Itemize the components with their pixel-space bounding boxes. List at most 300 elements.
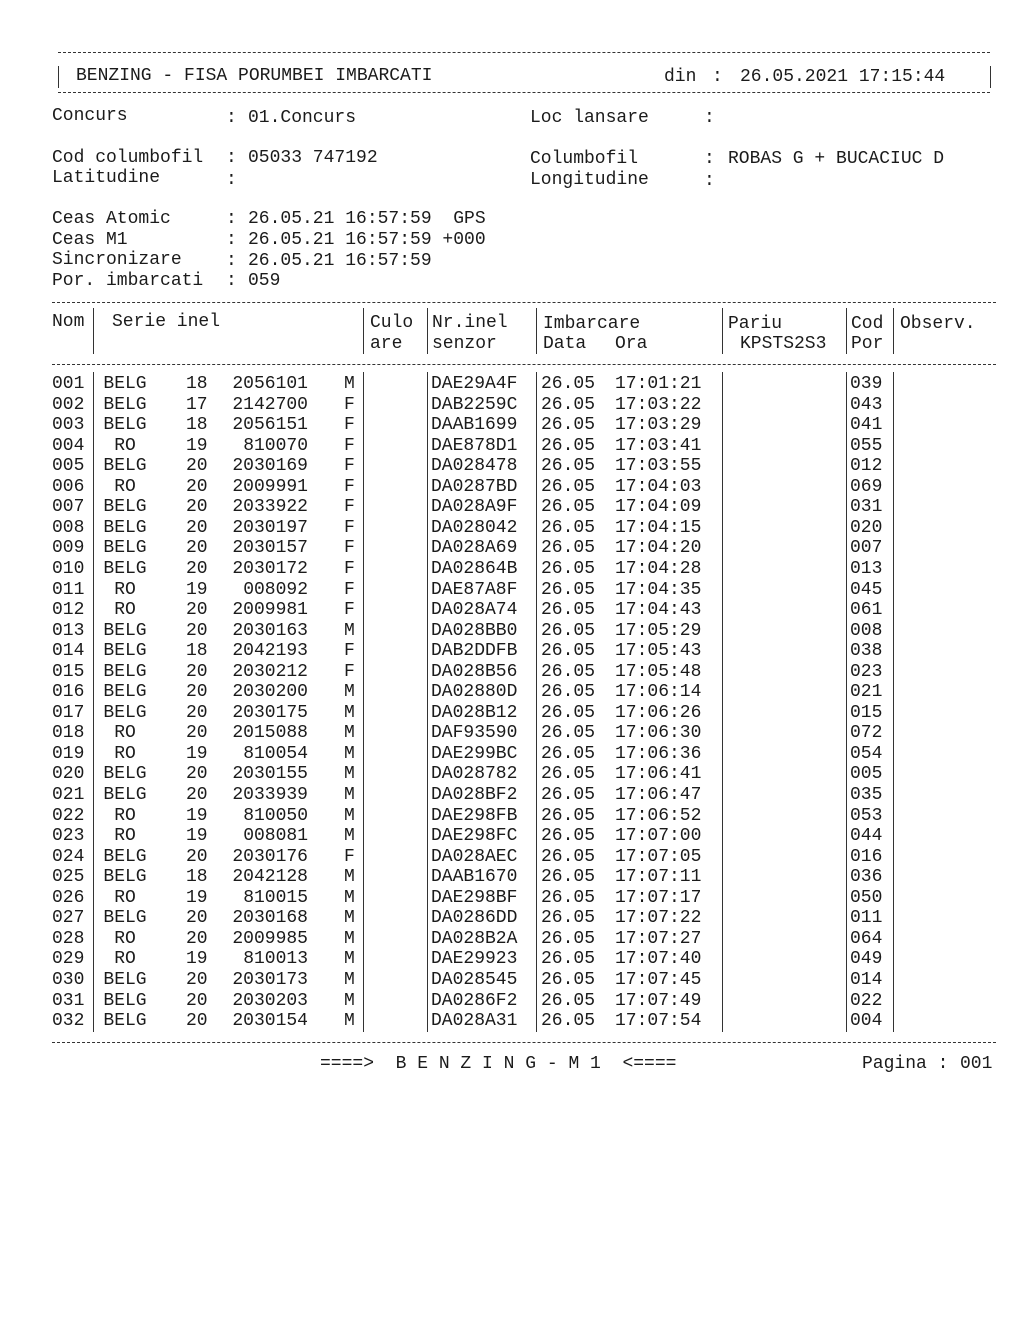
report-date: 26.05.2021 17:15:44: [740, 67, 946, 87]
row-ring: 2030203: [232, 990, 308, 1011]
row-nom: 002: [52, 394, 85, 415]
row-sensor: DA028545: [431, 969, 518, 990]
row-sex: F: [344, 456, 355, 477]
table-row: [50, 559, 1010, 579]
ceas-atomic-value: 26.05.21 16:57:59 GPS: [248, 209, 486, 229]
table-row: [50, 436, 1010, 456]
row-nom: 032: [52, 1011, 85, 1032]
row-cod: 020: [850, 517, 883, 538]
row-sex: F: [344, 600, 355, 621]
row-sex: F: [344, 641, 355, 662]
row-date: 26.05: [541, 476, 596, 497]
row-sex: M: [344, 785, 355, 805]
row-time: 17:04:35: [615, 579, 702, 600]
row-cod: 054: [850, 743, 883, 764]
row-ring: 2033939: [232, 785, 308, 805]
row-nom: 009: [52, 538, 85, 559]
row-nom: 014: [52, 641, 85, 662]
row-sensor: DAB2DDFB: [431, 641, 518, 662]
row-nom: 025: [52, 867, 85, 888]
row-nom: 030: [52, 969, 85, 990]
row-sensor: DA028042: [431, 517, 518, 538]
row-date: 26.05: [541, 969, 596, 990]
row-ring: 2030176: [232, 846, 308, 867]
row-sensor: DAAB1699: [431, 415, 518, 436]
row-sex: F: [344, 579, 355, 600]
row-ring: 2030155: [232, 764, 308, 785]
row-sex: F: [344, 661, 355, 682]
row-sex: M: [344, 969, 355, 990]
row-date: 26.05: [541, 949, 596, 970]
row-time: 17:07:49: [615, 990, 702, 1011]
row-year: 20: [186, 456, 208, 477]
row-year: 20: [186, 517, 208, 538]
row-cod: 069: [850, 476, 883, 497]
table-bottom-rule: [52, 1042, 996, 1043]
row-date: 26.05: [541, 928, 596, 949]
row-cod: 055: [850, 435, 883, 456]
row-sensor: DA028782: [431, 764, 518, 785]
row-country: BELG: [103, 702, 147, 723]
row-date: 26.05: [541, 682, 596, 703]
por-imbarcati-colon: :: [226, 271, 237, 291]
row-ring: 2009985: [232, 928, 308, 949]
row-date: 26.05: [541, 723, 596, 744]
row-ring: 2056151: [232, 415, 308, 436]
row-country: RO: [114, 476, 136, 497]
row-country: RO: [114, 435, 136, 456]
row-ring: 2030197: [232, 517, 308, 538]
row-year: 20: [186, 497, 208, 518]
row-sensor: DA0286DD: [431, 908, 518, 929]
row-ring: 2142700: [232, 394, 308, 415]
row-sensor: DAE298FB: [431, 805, 518, 826]
row-year: 20: [186, 908, 208, 929]
row-ring: 2015088: [232, 723, 308, 744]
row-year: 20: [186, 600, 208, 621]
col-cod-1: Cod: [851, 314, 884, 334]
row-sex: F: [344, 415, 355, 436]
row-sensor: DAAB1670: [431, 867, 518, 888]
row-sensor: DA0287BD: [431, 476, 518, 497]
row-ring: 2030169: [232, 456, 308, 477]
row-sex: M: [344, 764, 355, 785]
row-ring: 2030212: [232, 661, 308, 682]
row-cod: 004: [850, 1011, 883, 1032]
row-year: 18: [186, 374, 208, 394]
table-row: [50, 641, 1010, 661]
longitudine-label: Longitudine: [530, 170, 649, 190]
row-year: 20: [186, 1011, 208, 1032]
row-year: 19: [186, 435, 208, 456]
sincronizare-label: Sincronizare: [52, 250, 182, 270]
table-row: [50, 662, 1010, 682]
page-label: Pagina :: [862, 1054, 949, 1074]
row-nom: 021: [52, 785, 85, 805]
row-year: 20: [186, 846, 208, 867]
row-time: 17:03:22: [615, 394, 702, 415]
page-number: 001: [960, 1054, 993, 1074]
row-year: 19: [186, 826, 208, 847]
row-time: 17:05:48: [615, 661, 702, 682]
cod-columbofil-label: Cod columbofil: [52, 148, 204, 168]
row-cod: 021: [850, 682, 883, 703]
row-date: 26.05: [541, 867, 596, 888]
row-ring: 2030154: [232, 1011, 308, 1032]
row-nom: 024: [52, 846, 85, 867]
row-time: 17:05:29: [615, 620, 702, 641]
table-row: [50, 374, 1010, 394]
date-label: din: [664, 67, 697, 87]
row-country: RO: [114, 600, 136, 621]
row-nom: 029: [52, 949, 85, 970]
row-date: 26.05: [541, 908, 596, 929]
columbofil-label: Columbofil: [530, 149, 639, 169]
row-country: RO: [114, 928, 136, 949]
row-date: 26.05: [541, 805, 596, 826]
row-ring: 810050: [243, 805, 308, 826]
row-sensor: DAE87A8F: [431, 579, 518, 600]
row-ring: 2030200: [232, 682, 308, 703]
row-year: 19: [186, 743, 208, 764]
table-row: [50, 744, 1010, 764]
col-serie-inel: Serie inel: [112, 312, 221, 332]
report-title: BENZING - FISA PORUMBEI IMBARCATI: [76, 66, 433, 86]
row-date: 26.05: [541, 764, 596, 785]
row-time: 17:07:45: [615, 969, 702, 990]
row-time: 17:03:55: [615, 456, 702, 477]
row-date: 26.05: [541, 1011, 596, 1032]
row-country: BELG: [103, 497, 147, 518]
row-time: 17:06:47: [615, 785, 702, 805]
row-date: 26.05: [541, 661, 596, 682]
row-country: BELG: [103, 415, 147, 436]
row-year: 20: [186, 558, 208, 579]
row-cod: 044: [850, 826, 883, 847]
row-year: 20: [186, 620, 208, 641]
row-sex: M: [344, 928, 355, 949]
row-country: BELG: [103, 867, 147, 888]
concurs-colon: :: [226, 108, 237, 128]
row-nom: 027: [52, 908, 85, 929]
row-sex: M: [344, 374, 355, 394]
row-nom: 012: [52, 600, 85, 621]
table-row: [50, 703, 1010, 723]
row-time: 17:07:27: [615, 928, 702, 949]
row-sex: M: [344, 805, 355, 826]
row-nom: 008: [52, 517, 85, 538]
table-row: [50, 908, 1010, 928]
table-row: [50, 949, 1010, 969]
row-nom: 006: [52, 476, 85, 497]
loc-lansare-label: Loc lansare: [530, 108, 649, 128]
col-observatii: Observ.: [900, 314, 976, 334]
row-sex: M: [344, 887, 355, 908]
footer-brand: ====> B E N Z I N G - M 1 <====: [320, 1054, 677, 1074]
columbofil-colon: :: [704, 149, 715, 169]
row-sensor: DA028A74: [431, 600, 518, 621]
row-time: 17:06:26: [615, 702, 702, 723]
row-date: 26.05: [541, 620, 596, 641]
row-cod: 061: [850, 600, 883, 621]
row-sex: F: [344, 435, 355, 456]
row-year: 20: [186, 723, 208, 744]
row-cod: 045: [850, 579, 883, 600]
row-cod: 031: [850, 497, 883, 518]
row-sex: F: [344, 538, 355, 559]
row-cod: 043: [850, 394, 883, 415]
row-year: 19: [186, 805, 208, 826]
row-nom: 017: [52, 702, 85, 723]
row-sex: M: [344, 702, 355, 723]
row-date: 26.05: [541, 990, 596, 1011]
row-time: 17:01:21: [615, 374, 702, 394]
row-sensor: DAE878D1: [431, 435, 518, 456]
row-time: 17:06:30: [615, 723, 702, 744]
row-ring: 2009991: [232, 476, 308, 497]
col-nr-inel-1: Nr.inel: [432, 313, 508, 333]
row-ring: 810015: [243, 887, 308, 908]
table-row: [50, 970, 1010, 990]
ceas-atomic-colon: :: [226, 209, 237, 229]
row-ring: 2042193: [232, 641, 308, 662]
row-sensor: DAE29A4F: [431, 374, 518, 394]
col-data: Data: [543, 334, 587, 354]
row-sex: M: [344, 990, 355, 1011]
por-imbarcati-value: 059: [248, 271, 281, 291]
row-date: 26.05: [541, 600, 596, 621]
row-sex: F: [344, 497, 355, 518]
row-sensor: DA028AEC: [431, 846, 518, 867]
row-year: 19: [186, 887, 208, 908]
row-ring: 810013: [243, 949, 308, 970]
row-year: 20: [186, 785, 208, 805]
row-nom: 015: [52, 661, 85, 682]
row-date: 26.05: [541, 702, 596, 723]
row-sensor: DAB2259C: [431, 394, 518, 415]
row-time: 17:07:05: [615, 846, 702, 867]
col-pariu-1: Pariu: [728, 314, 783, 334]
row-time: 17:06:36: [615, 743, 702, 764]
row-ring: 2056101: [232, 374, 308, 394]
row-cod: 008: [850, 620, 883, 641]
col-pariu-2: KPSTS2S3: [740, 334, 827, 354]
row-sex: F: [344, 558, 355, 579]
row-time: 17:07:54: [615, 1011, 702, 1032]
row-date: 26.05: [541, 826, 596, 847]
row-country: BELG: [103, 1011, 147, 1032]
cod-columbofil-value: 05033 747192: [248, 148, 378, 168]
row-sex: M: [344, 908, 355, 929]
row-ring: 2033922: [232, 497, 308, 518]
row-sex: M: [344, 723, 355, 744]
row-sensor: DA028BF2: [431, 785, 518, 805]
table-row: [50, 518, 1010, 538]
row-time: 17:07:22: [615, 908, 702, 929]
row-cod: 013: [850, 558, 883, 579]
row-cod: 036: [850, 867, 883, 888]
sincronizare-value: 26.05.21 16:57:59: [248, 251, 432, 271]
row-nom: 004: [52, 435, 85, 456]
table-row: [50, 600, 1010, 620]
col-culoare-2: are: [370, 334, 403, 354]
row-year: 20: [186, 928, 208, 949]
row-sensor: DA0286F2: [431, 990, 518, 1011]
row-ring: 2009981: [232, 600, 308, 621]
row-country: BELG: [103, 374, 147, 394]
row-country: BELG: [103, 456, 147, 477]
row-ring: 2030173: [232, 969, 308, 990]
concurs-value: 01.Concurs: [248, 108, 357, 128]
row-date: 26.05: [541, 497, 596, 518]
row-country: BELG: [103, 969, 147, 990]
col-nom: Nom: [52, 312, 85, 332]
row-cod: 064: [850, 928, 883, 949]
date-colon: :: [712, 67, 723, 87]
row-cod: 050: [850, 887, 883, 908]
row-date: 26.05: [541, 846, 596, 867]
table-row: [50, 395, 1010, 415]
row-cod: 005: [850, 764, 883, 785]
col-nr-inel-2: senzor: [432, 334, 497, 354]
row-country: BELG: [103, 538, 147, 559]
row-nom: 001: [52, 374, 85, 394]
row-country: BELG: [103, 620, 147, 641]
row-sensor: DA02864B: [431, 558, 518, 579]
row-nom: 016: [52, 682, 85, 703]
row-cod: 014: [850, 969, 883, 990]
row-sensor: DA028A9F: [431, 497, 518, 518]
row-cod: 041: [850, 415, 883, 436]
row-year: 20: [186, 702, 208, 723]
row-sex: F: [344, 846, 355, 867]
row-country: BELG: [103, 990, 147, 1011]
table-row: [50, 764, 1010, 784]
row-date: 26.05: [541, 887, 596, 908]
table-row: [50, 415, 1010, 435]
table-top-rule: [52, 302, 996, 303]
col-cod-2: Por: [851, 334, 884, 354]
row-sensor: DA028B56: [431, 661, 518, 682]
row-ring: 810070: [243, 435, 308, 456]
row-cod: 012: [850, 456, 883, 477]
row-nom: 028: [52, 928, 85, 949]
row-time: 17:04:20: [615, 538, 702, 559]
row-year: 20: [186, 990, 208, 1011]
row-year: 20: [186, 969, 208, 990]
row-sensor: DAE299BC: [431, 743, 518, 764]
row-sex: F: [344, 517, 355, 538]
row-date: 26.05: [541, 374, 596, 394]
row-date: 26.05: [541, 785, 596, 805]
row-nom: 018: [52, 723, 85, 744]
row-nom: 031: [52, 990, 85, 1011]
col-culoare-1: Culo: [370, 313, 414, 333]
row-year: 20: [186, 538, 208, 559]
row-country: BELG: [103, 558, 147, 579]
row-sensor: DA028B2A: [431, 928, 518, 949]
row-sex: M: [344, 743, 355, 764]
loc-colon: :: [704, 108, 715, 128]
table-row: [50, 682, 1010, 702]
row-time: 17:04:09: [615, 497, 702, 518]
por-imbarcati-label: Por. imbarcati: [52, 271, 204, 291]
row-date: 26.05: [541, 743, 596, 764]
table-row: [50, 456, 1010, 476]
row-time: 17:06:52: [615, 805, 702, 826]
table-row: [50, 847, 1010, 867]
row-cod: 016: [850, 846, 883, 867]
table-row: [50, 888, 1010, 908]
row-cod: 039: [850, 374, 883, 394]
row-time: 17:04:15: [615, 517, 702, 538]
concurs-label: Concurs: [52, 106, 128, 126]
row-country: RO: [114, 723, 136, 744]
row-year: 20: [186, 764, 208, 785]
row-nom: 022: [52, 805, 85, 826]
col-imbarcare: Imbarcare: [543, 314, 641, 334]
row-nom: 019: [52, 743, 85, 764]
row-time: 17:04:03: [615, 476, 702, 497]
row-ring: 2030157: [232, 538, 308, 559]
long-colon: :: [704, 171, 715, 191]
cod-colon: :: [226, 148, 237, 168]
row-ring: 008081: [243, 826, 308, 847]
row-time: 17:04:43: [615, 600, 702, 621]
row-sex: M: [344, 682, 355, 703]
row-sensor: DA028A69: [431, 538, 518, 559]
row-country: BELG: [103, 682, 147, 703]
row-cod: 022: [850, 990, 883, 1011]
row-country: BELG: [103, 846, 147, 867]
row-time: 17:03:29: [615, 415, 702, 436]
table-row: [50, 477, 1010, 497]
row-year: 20: [186, 661, 208, 682]
row-country: RO: [114, 826, 136, 847]
row-sex: M: [344, 620, 355, 641]
row-date: 26.05: [541, 517, 596, 538]
row-date: 26.05: [541, 579, 596, 600]
row-sex: M: [344, 1011, 355, 1032]
row-country: BELG: [103, 661, 147, 682]
row-time: 17:07:11: [615, 867, 702, 888]
row-ring: 2030163: [232, 620, 308, 641]
row-nom: 011: [52, 579, 85, 600]
row-date: 26.05: [541, 435, 596, 456]
row-cod: 015: [850, 702, 883, 723]
row-sensor: DA028BB0: [431, 620, 518, 641]
row-sensor: DA028A31: [431, 1011, 518, 1032]
row-year: 20: [186, 476, 208, 497]
row-cod: 007: [850, 538, 883, 559]
row-nom: 010: [52, 558, 85, 579]
row-time: 17:03:41: [615, 435, 702, 456]
table-row: [50, 785, 1010, 805]
row-country: RO: [114, 805, 136, 826]
row-sensor: DAE298FC: [431, 826, 518, 847]
row-country: BELG: [103, 641, 147, 662]
row-country: BELG: [103, 394, 147, 415]
row-year: 18: [186, 641, 208, 662]
row-nom: 020: [52, 764, 85, 785]
table-row: [50, 806, 1010, 826]
row-year: 18: [186, 867, 208, 888]
row-country: RO: [114, 743, 136, 764]
row-country: BELG: [103, 785, 147, 805]
row-time: 17:07:40: [615, 949, 702, 970]
table-row: [50, 538, 1010, 558]
row-nom: 013: [52, 620, 85, 641]
